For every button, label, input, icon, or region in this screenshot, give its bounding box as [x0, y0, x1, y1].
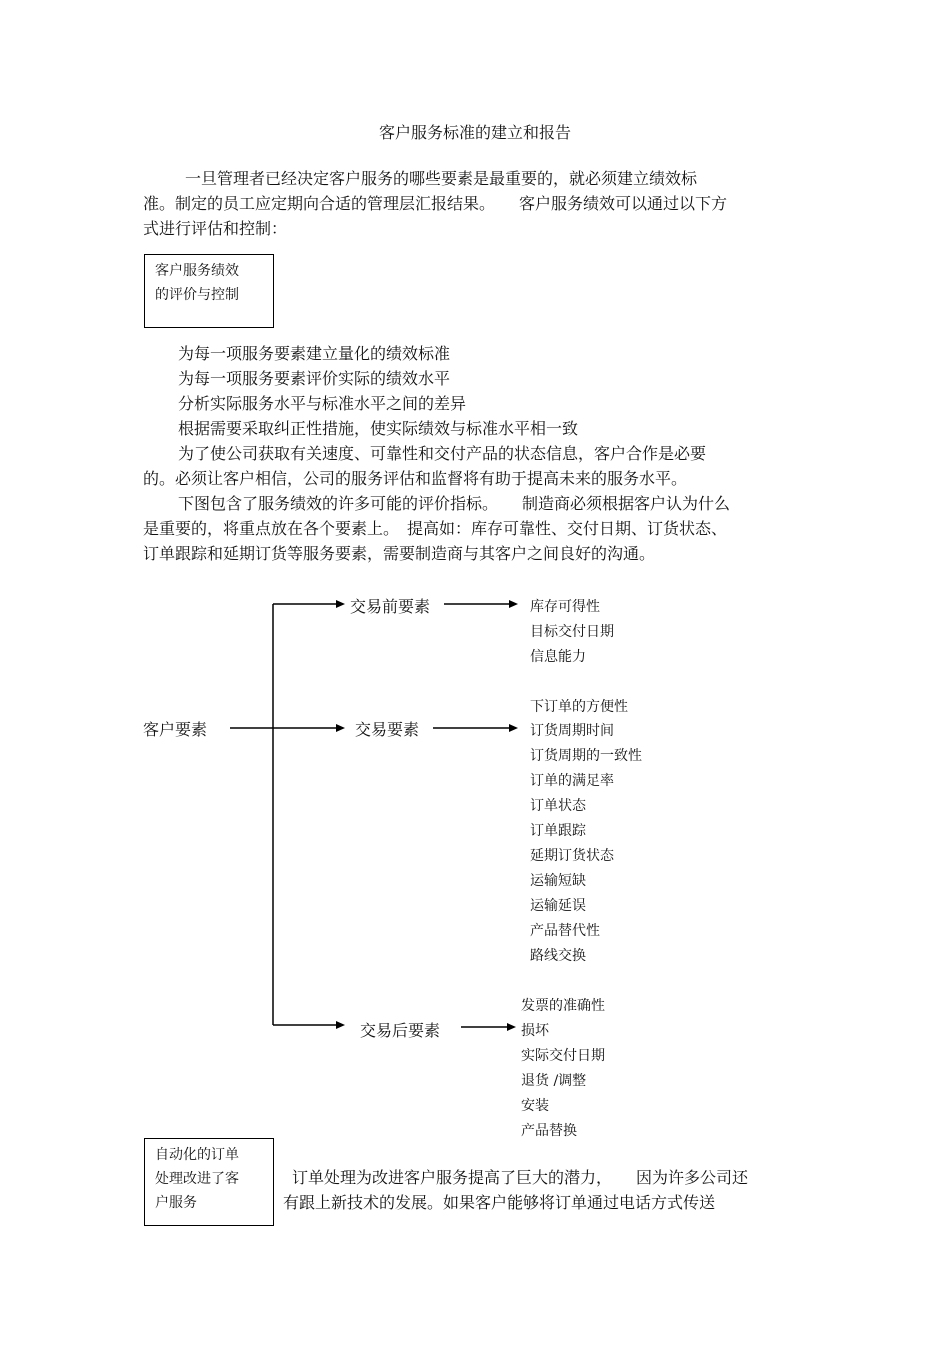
trans-item: 运输延误 — [530, 898, 586, 914]
pre-item: 库存可得性 — [530, 599, 600, 615]
pre-item: 信息能力 — [530, 649, 586, 665]
trans-item: 产品替代性 — [530, 923, 600, 939]
pre-item: 目标交付日期 — [530, 624, 614, 640]
trans-item: 路线交换 — [530, 948, 586, 964]
trans-item: 运输短缺 — [530, 873, 586, 889]
arrowhead-post-items — [507, 1023, 516, 1031]
para3-line-3: 订单跟踪和延期订货等服务要素，需要制造商与其客户之间良好的沟通。 — [143, 544, 656, 563]
post-item: 损坏 — [521, 1023, 549, 1039]
diagram-post-label: 交易后要素 — [360, 1021, 441, 1040]
trans-item: 订单跟踪 — [530, 823, 586, 839]
arrowhead-pre-items — [509, 600, 518, 608]
step-3: 分析实际服务水平与标准水平之间的差异 — [178, 394, 467, 413]
intro-line-1: 一旦管理者已经决定客户服务的哪些要素是最重要的，就必须建立绩效标 — [185, 169, 698, 188]
arrowhead-post — [336, 1021, 345, 1029]
post-item: 安装 — [521, 1098, 549, 1114]
sidebox-line-2: 的评价与控制 — [155, 287, 239, 303]
post-item: 实际交付日期 — [521, 1048, 605, 1064]
sidebox2-line-1: 自动化的订单 — [155, 1147, 239, 1163]
para2-line-1: 为了使公司获取有关速度、可靠性和交付产品的状态信息，客户合作是必要 — [178, 444, 707, 463]
post-item: 产品替换 — [521, 1123, 577, 1139]
sidebox-line-1: 客户服务绩效 — [155, 263, 239, 279]
para4-line-2: 有跟上新技术的发展。如果客户能够将订单通过电话方式传送 — [283, 1193, 716, 1212]
sidebox2-line-2: 处理改进了客 — [155, 1171, 239, 1187]
sidebox2-line-3: 户服务 — [155, 1195, 197, 1211]
para3-line-2: 是重要的，将重点放在各个要素上。 提高如：库存可靠性、交付日期、订货状态、 — [143, 519, 728, 538]
trans-item: 延期订货状态 — [530, 848, 614, 864]
para4-line-1: 订单处理为改进客户服务提高了巨大的潜力， 因为许多公司还 — [292, 1168, 749, 1187]
diagram-trans-label: 交易要素 — [355, 720, 420, 739]
diagram-root-label: 客户要素 — [143, 720, 208, 739]
arrowhead-pre — [336, 600, 345, 608]
intro-line-2: 准。制定的员工应定期向合适的管理层汇报结果。 客户服务绩效可以通过以下方 — [143, 194, 728, 213]
para2-line-2: 的。必须让客户相信，公司的服务评估和监督将有助于提高未来的服务水平。 — [143, 469, 688, 488]
step-2: 为每一项服务要素评价实际的绩效水平 — [178, 369, 451, 388]
diagram-pre-label: 交易前要素 — [350, 597, 431, 616]
post-item: 发票的准确性 — [521, 998, 605, 1014]
sidebox-automated-order — [144, 1138, 274, 1226]
intro-line-3: 式进行评估和控制： — [143, 219, 288, 238]
arrowhead-trans-items — [509, 724, 518, 732]
step-4: 根据需要采取纠正性措施，使实际绩效与标准水平相一致 — [178, 419, 579, 438]
page-title: 客户服务标准的建立和报告 — [378, 123, 571, 142]
trans-item: 订货周期时间 — [530, 723, 614, 739]
post-item: 退货 /调整 — [521, 1073, 587, 1089]
trans-item: 订单状态 — [530, 798, 586, 814]
trans-item: 订货周期的一致性 — [530, 748, 642, 764]
arrowhead-trans — [336, 724, 345, 732]
para3-line-1: 下图包含了服务绩效的许多可能的评价指标。 制造商必须根据客户认为什么 — [178, 494, 731, 513]
trans-item: 下订单的方便性 — [530, 699, 628, 715]
trans-item: 订单的满足率 — [530, 773, 614, 789]
step-1: 为每一项服务要素建立量化的绩效标准 — [178, 344, 451, 363]
